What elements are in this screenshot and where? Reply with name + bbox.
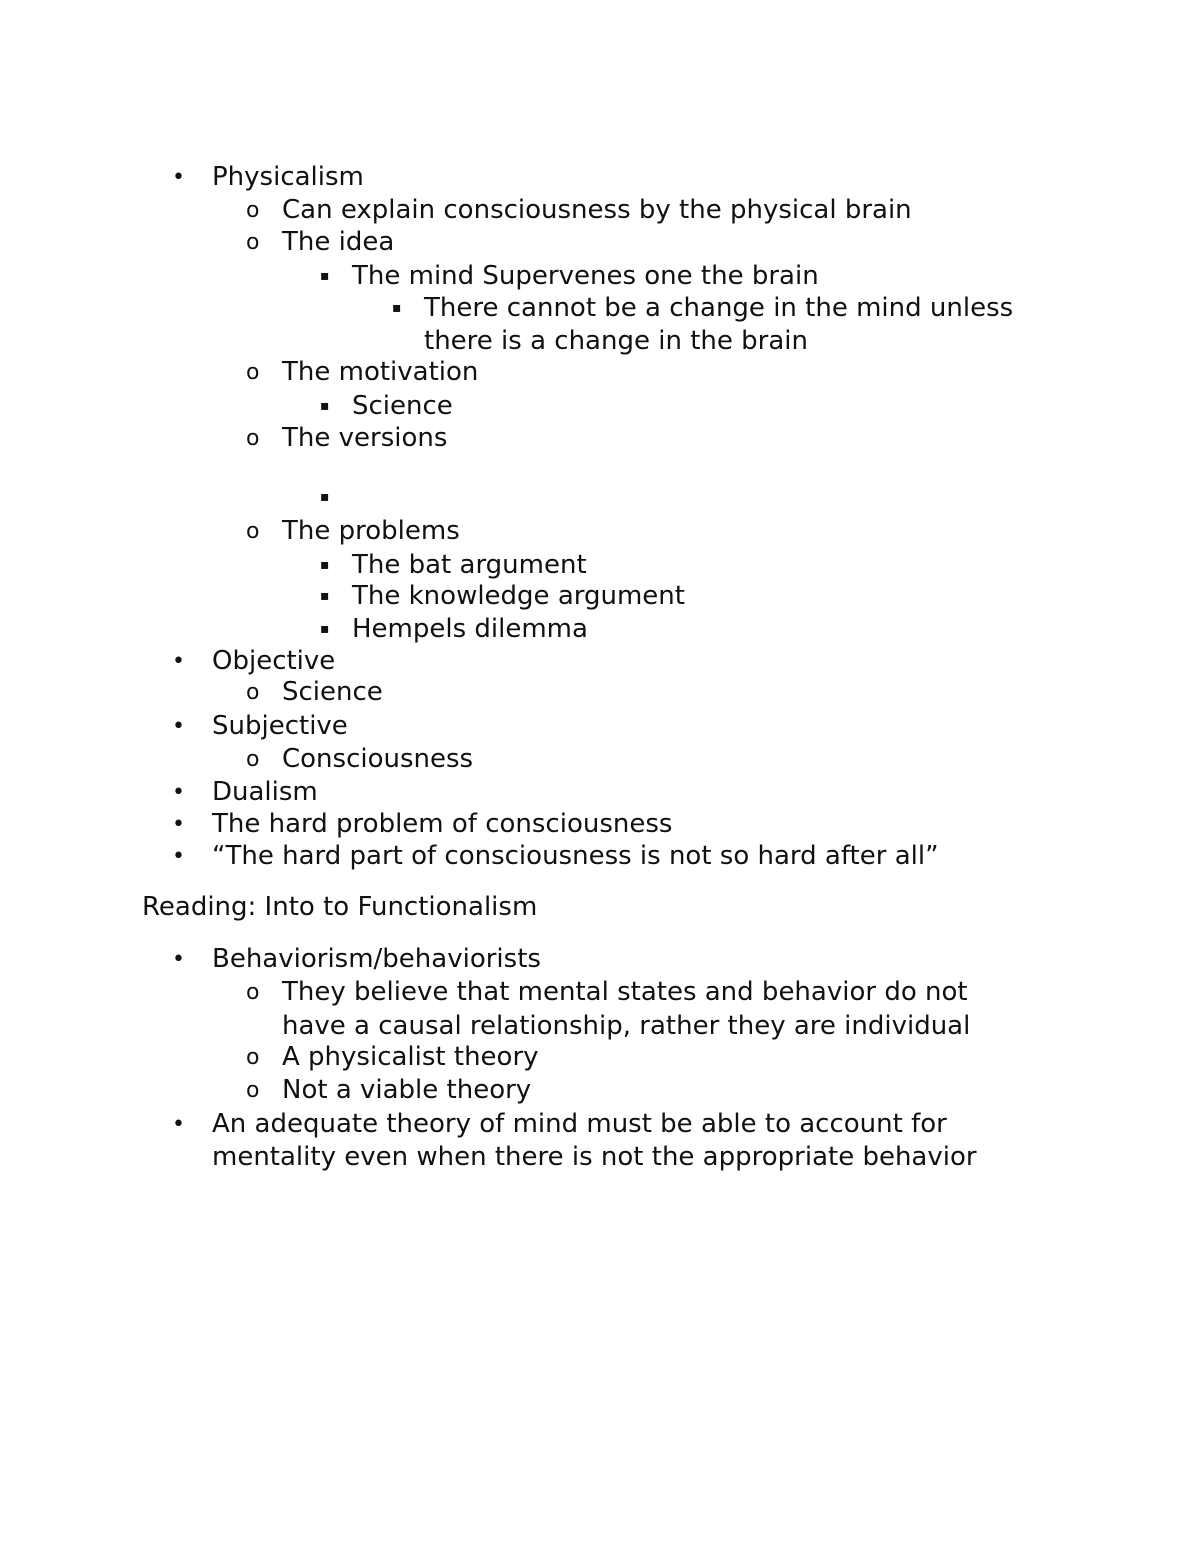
- list-item-text: there is a change in the brain: [424, 326, 808, 356]
- bullet-icon: •: [172, 780, 185, 805]
- list-item-text: They believe that mental states and behavior do not: [282, 977, 968, 1007]
- list-item-text: Objective: [212, 646, 336, 676]
- list-item-text: The mind Supervenes one the brain: [352, 261, 819, 291]
- bullet-icon: ▪: [320, 588, 330, 604]
- list-item-text: have a causal relationship, rather they are individual: [282, 1011, 971, 1041]
- bullet-icon: o: [246, 360, 260, 385]
- bullet-icon: o: [246, 680, 260, 705]
- bullet-icon: o: [246, 1078, 260, 1103]
- list-item-text: Subjective: [212, 711, 348, 741]
- list-item-text: Dualism: [212, 777, 318, 807]
- list-item-text: The versions: [282, 423, 448, 453]
- list-item-text: Hempels dilemma: [352, 614, 588, 644]
- list-item-text: The knowledge argument: [352, 581, 685, 611]
- bullet-icon: o: [246, 519, 260, 544]
- bullet-icon: o: [246, 198, 260, 223]
- list-item-text: There cannot be a change in the mind unless: [424, 293, 1014, 323]
- bullet-icon: ▪: [320, 268, 330, 284]
- list-item-text: Science: [282, 677, 383, 707]
- list-item-text: An adequate theory of mind must be able to account for: [212, 1109, 947, 1139]
- bullet-icon: o: [246, 747, 260, 772]
- section-heading: Reading: Into to Functionalism: [142, 892, 538, 922]
- list-item-text: Science: [352, 391, 453, 421]
- list-item-text: A physicalist theory: [282, 1042, 539, 1072]
- bullet-icon: ▪: [320, 489, 330, 505]
- bullet-icon: ▪: [320, 557, 330, 573]
- bullet-icon: •: [172, 714, 185, 739]
- bullet-icon: o: [246, 1045, 260, 1070]
- list-item-text: Behaviorism/behaviorists: [212, 944, 541, 974]
- bullet-icon: ▪: [392, 300, 402, 316]
- bullet-icon: ▪: [320, 621, 330, 637]
- bullet-icon: •: [172, 1112, 185, 1137]
- list-item-text: The hard problem of consciousness: [212, 809, 673, 839]
- bullet-icon: •: [172, 844, 185, 869]
- list-item-text: Not a viable theory: [282, 1075, 532, 1105]
- list-item-text: The idea: [282, 227, 395, 257]
- bullet-icon: •: [172, 947, 185, 972]
- bullet-icon: o: [246, 426, 260, 451]
- bullet-icon: o: [246, 980, 260, 1005]
- bullet-icon: o: [246, 230, 260, 255]
- bullet-icon: •: [172, 812, 185, 837]
- list-item-text: The bat argument: [352, 550, 587, 580]
- bullet-icon: •: [172, 649, 185, 674]
- list-item-text: mentality even when there is not the appropriate behavior: [212, 1142, 977, 1172]
- bullet-icon: •: [172, 165, 185, 190]
- list-item-text: Physicalism: [212, 162, 364, 192]
- list-item-text: The problems: [282, 516, 460, 546]
- list-item-text: “The hard part of consciousness is not so hard after all”: [212, 841, 939, 871]
- bullet-icon: ▪: [320, 398, 330, 414]
- list-item-text: Can explain consciousness by the physical brain: [282, 195, 912, 225]
- list-item-text: The motivation: [282, 357, 479, 387]
- list-item-text: Consciousness: [282, 744, 474, 774]
